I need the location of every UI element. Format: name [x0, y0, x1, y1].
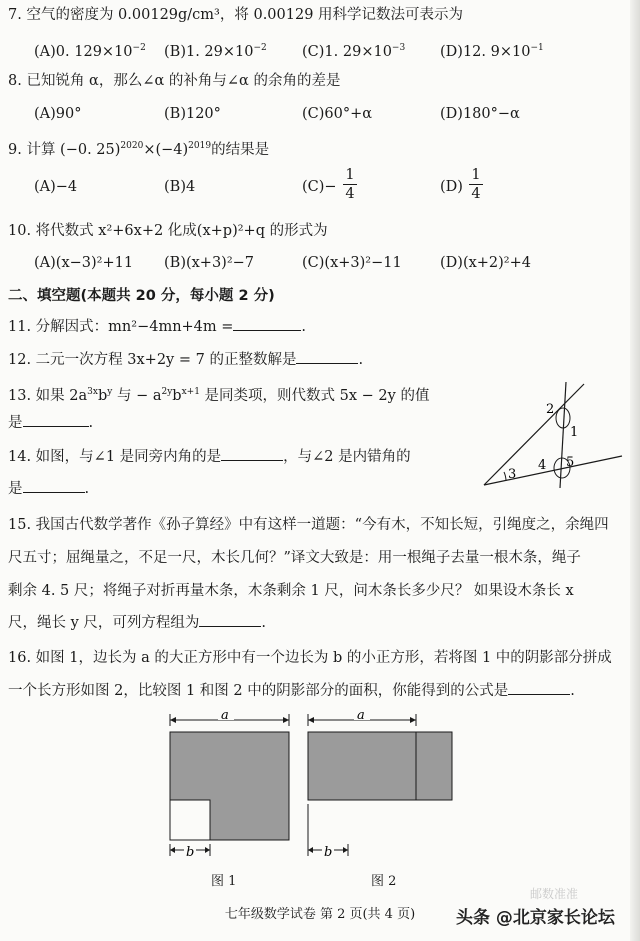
q15-line-2: 尺五寸；屈绳量之，不足一尺，木长几何？”译文大致是：用一根绳子去量一根木条，绳子	[8, 550, 581, 566]
figure-1-caption: 图 1	[211, 874, 237, 889]
q9-option-c-fraction: 1 4	[342, 166, 358, 203]
q9-option-a: (A)−4	[34, 179, 78, 195]
q15-line-1: 15. 我国古代数学著作《孙子算经》中有这样一道题：“今有木，不知长短，引绳度之，余绳四	[8, 517, 609, 533]
q12: 12. 二元一次方程 3x+2y = 7 的正整数解是 .	[8, 349, 363, 371]
q8-stem: 8. 已知锐角 α，那么∠α 的补角与∠α 的余角的差是	[8, 73, 341, 89]
q7-option-d: (D)12. $9\times 10^{-1}$	[440, 43, 544, 60]
q9-option-b: (B)4	[164, 179, 196, 195]
q7-option-a: (A)0. $129\times 10^{-2}$	[34, 43, 146, 60]
fig1-shaded-region	[170, 732, 289, 840]
q15-line-4: 尺，绳长 y 尺，可列方程组为 .	[8, 612, 266, 634]
watermark: 邮数准准	[530, 887, 579, 901]
angle-label-2: 2	[546, 402, 555, 417]
q9-option-c-label: (C)−	[302, 179, 337, 195]
fig1-label-a: a	[221, 708, 229, 723]
fig2-shaded-part-right	[416, 732, 452, 800]
vertical-transversal	[560, 382, 566, 488]
section-2-heading: 二、填空题(本题共 20 分，每小题 2 分)	[8, 288, 275, 304]
q16-line-1: 16. 如图 1，边长为 a 的大正方形中有一个边长为 b 的小正方形，若将图 1 中的阴影部分拼成	[8, 650, 612, 666]
q7-option-c: (C)1. $29\times 10^{-3}$	[302, 43, 406, 60]
q10-stem: 10. 将代数式 x²+6x+2 化成(x+p)²+q 的形式为	[8, 223, 328, 239]
transversal-base-line	[484, 456, 622, 485]
q16-line-2: 一个长方形如图 2，比较图 1 和图 2 中的阴影部分的面积，你能得到的公式是 .	[8, 680, 575, 702]
fig2-shaded-part-left	[308, 732, 416, 800]
q10-option-a: (A)(x−3)²+11	[34, 255, 134, 271]
page-edge-shadow	[630, 0, 640, 941]
fig2-label-a: a	[357, 708, 365, 723]
q10-option-c: (C)(x+3)²−11	[302, 255, 402, 271]
square-figures	[160, 708, 460, 868]
angle-figure	[476, 378, 626, 493]
q8-option-a: (A)90°	[34, 106, 82, 122]
brand-watermark: 头条 @北京家长论坛	[456, 908, 615, 928]
q9-stem: 9. 计算 (−0. $25)^{2020}\times(-4)^{2019}$的结果是	[8, 141, 270, 158]
q9-option-d-fraction: 1 4	[468, 166, 484, 203]
angle-label-4: 4	[538, 458, 547, 473]
q10-option-b: (B)(x+3)²−7	[164, 255, 255, 271]
angle-label-3: 3	[508, 467, 517, 482]
q14-line-1: 14. 如图，与∠1 是同旁内角的是 ，与∠2 是内错角的	[8, 446, 411, 468]
fig2-label-b: b	[324, 845, 333, 860]
fig1-label-b: b	[186, 845, 195, 860]
q13-line-1: 13. 如果 $2a^{3x}b^y$ 与 − $a^{2y}b^{x+1}$ 是同类项，则代数式 5x − 2y 的值	[8, 387, 430, 404]
page-footer: 七年级数学试卷 第 2 页(共 4 页)	[224, 907, 416, 922]
figure-2-caption: 图 2	[371, 874, 397, 889]
q15-line-3: 剩余 4. 5 尺；将绳子对折再量木条，木条剩余 1 尺，问木条长多少尺？ 如果设木条长 x	[8, 583, 574, 599]
q13-line-2: 是 .	[8, 412, 93, 434]
q8-option-c: (C)60°+α	[302, 106, 373, 122]
q7-option-b: (B)1. $29\times 10^{-2}$	[164, 43, 267, 60]
figure-2	[308, 708, 452, 860]
fig1-small-square	[170, 800, 210, 840]
q11: 11. 分解因式：mn²−4mn+4m = .	[8, 316, 306, 338]
q14-line-2: 是 .	[8, 478, 89, 500]
figure-1	[170, 708, 289, 860]
q10-option-d: (D)(x+2)²+4	[440, 255, 531, 271]
q9-option-d-label: (D)	[440, 179, 463, 195]
angle-label-5: 5	[566, 455, 575, 470]
q8-option-b: (B)120°	[164, 106, 221, 122]
angle-label-1: 1	[570, 425, 579, 440]
q8-option-d: (D)180°−α	[440, 106, 520, 122]
q7-stem: 7. 空气的密度为 0.00129g/cm³，将 0.00129 用科学记数法可表示为	[8, 7, 464, 23]
